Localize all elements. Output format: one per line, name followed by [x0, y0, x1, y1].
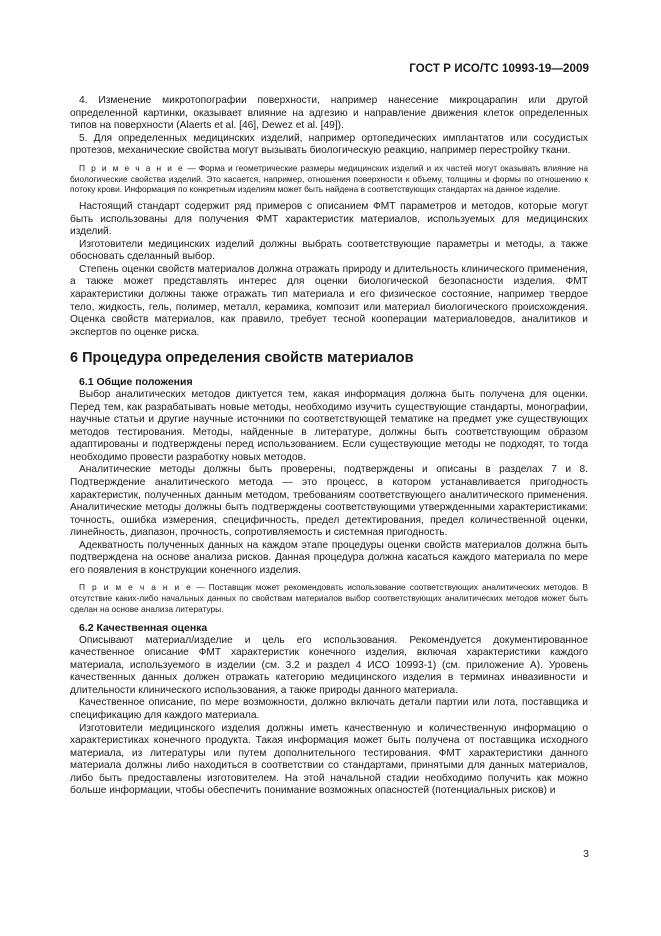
section-6-2-heading: 6.2 Качественная оценка — [79, 621, 208, 634]
paragraph: Адекватность полученных данных на каждом этапе процедуры оценки свойств материалов должна быть подтверждена на основе анализа рисков. Данная процедура должна касаться каждого материала по мере его появления в конструкции конечного изделия. — [70, 539, 588, 576]
list-item-4: 4. Изменение микротопографии поверхности, например нанесение микроцарапин или другой определенной картинки, оказывает влияние на адгезию и направление движения клеток определенных типов на поверхности (Alaerts et al. [46], Dewez et al. [49]). — [70, 95, 588, 132]
paragraph: Настоящий стандарт содержит ряд примеров с описанием ФМТ параметров и методов, которые могут быть использованы для получения ФМТ характеристик материалов, используемых для медицинских изделий. — [70, 201, 588, 238]
list-item-5: 5. Для определенных медицинских изделий, например ортопедических имплантатов или сосудистых протезов, механические свойства могут вызывать биологическую реакцию, например перестройку ткани. — [70, 132, 588, 157]
section-6-1-heading: 6.1 Общие положения — [79, 376, 193, 389]
section-6-heading: 6 Процедура определения свойств материалов — [70, 350, 414, 367]
paragraph: Изготовители медицинского изделия должны иметь качественную и количественную информацию о характеристиках конечного продукта. Такая информация может быть получена от поставщика исходного материала, из литературы или путем дополнительного тестирования. ФМТ характеристики данного материала должны либо находиться в соответствии со стандартами, принятыми для данных материалов, либо быть предоставлены изготовителем. На этой начальной стадии необходимо получить как можно больше информации, чтобы обеспечить понимание возможных опасностей (потенциальных рисков) и — [70, 722, 588, 797]
paragraph: Степень оценки свойств материалов должна отражать природу и длительность клинического применения, а также может представлять интерес для оценки биологической безопасности изделия. ФМТ характеристики должны также отражать тип материала и его физическое состояние, например твердое тело, жидкость, гель, полимер, металл, керамика, композит или материал биологического происхождения. Оценка свойств материалов, как правило, требует тесной кооперации материаловедов, аналитиков и экспертов по оценке риска. — [70, 263, 588, 338]
paragraph: Качественное описание, по мере возможности, должно включать детали партии или лота, поставщика и спецификацию для каждого материала. — [70, 697, 588, 722]
paragraph: Выбор аналитических методов диктуется тем, какая информация должна быть получена для оценки. Перед тем, как разрабатывать новые методы, необходимо изучить существующие стандарты, монографии, научные статьи и другие научные источники по соответствующей тематике на предмет уже существующих методов тестирования. Методы, найденные в литературе, должны быть соответствующим образом адаптированы и подтверждены перед использованием. Если существующие методы не подходят, то тогда необходимо провести разработку новых методов. — [70, 389, 588, 463]
document-header: ГОСТ Р ИСО/ТС 10993-19—2009 — [409, 63, 589, 75]
paragraph: Описывают материал/изделие и цель его использования. Рекомендуется документированное качественное описание ФМТ характеристик конечного изделия, включая характеристики каждого материала, используемого в изделии (см. 3.2 и раздел 4 ИСО 10993-1) (см. приложение А). Уровень качественных данных должен отражать категорию медицинского изделия в терминах инвазивности и длительности клинического использования, а также природы данного материала. — [70, 634, 588, 696]
note-label: П р и м е ч а н и е — [79, 582, 193, 593]
paragraph: Аналитические методы должны быть проверены, подтверждены и описаны в разделах 7 и 8. Подтверждение аналитического метода — это процесс, в котором устанавливается пригодность характеристик, полученных данным методом, требованиям соответствующего аналитического применения. Аналитические методы должны быть подтверждены соответствующими утвержденными характеристиками: точность, ошибка измерения, специфичность, предел детектирования, предел количественной оценки, линейность, диапазон, прочность, сопротивляемость и системная пригодность. — [70, 464, 588, 539]
note-text: — Форма и геометрические размеры медицинских изделий и их частей могут оказывать влияние на биологические свойства изделий. Это касается, например, отношения поверхности к объему, толщины и формы по отношению к потоку крови. Информация по конкретным изделиям может быть найдена в соответствующих стандартах на данное изделие. — [70, 162, 588, 195]
note — [70, 582, 588, 614]
paragraph: Изготовители медицинских изделий должны выбрать соответствующие параметры и методы, а также обосновать сделанный выбор. — [70, 238, 588, 263]
note-text: — Поставщик может рекомендовать использование соответствующих аналитических методов. В отсутствие каких-либо начальных данных по свойствам материалов выбор соответствующих аналитических методов может быть сделан на основе анализа литературы. — [70, 582, 588, 614]
page-number: 3 — [583, 848, 589, 860]
note-label: П р и м е ч а н и е — [79, 162, 185, 173]
note — [70, 163, 588, 195]
document-body — [70, 95, 588, 798]
